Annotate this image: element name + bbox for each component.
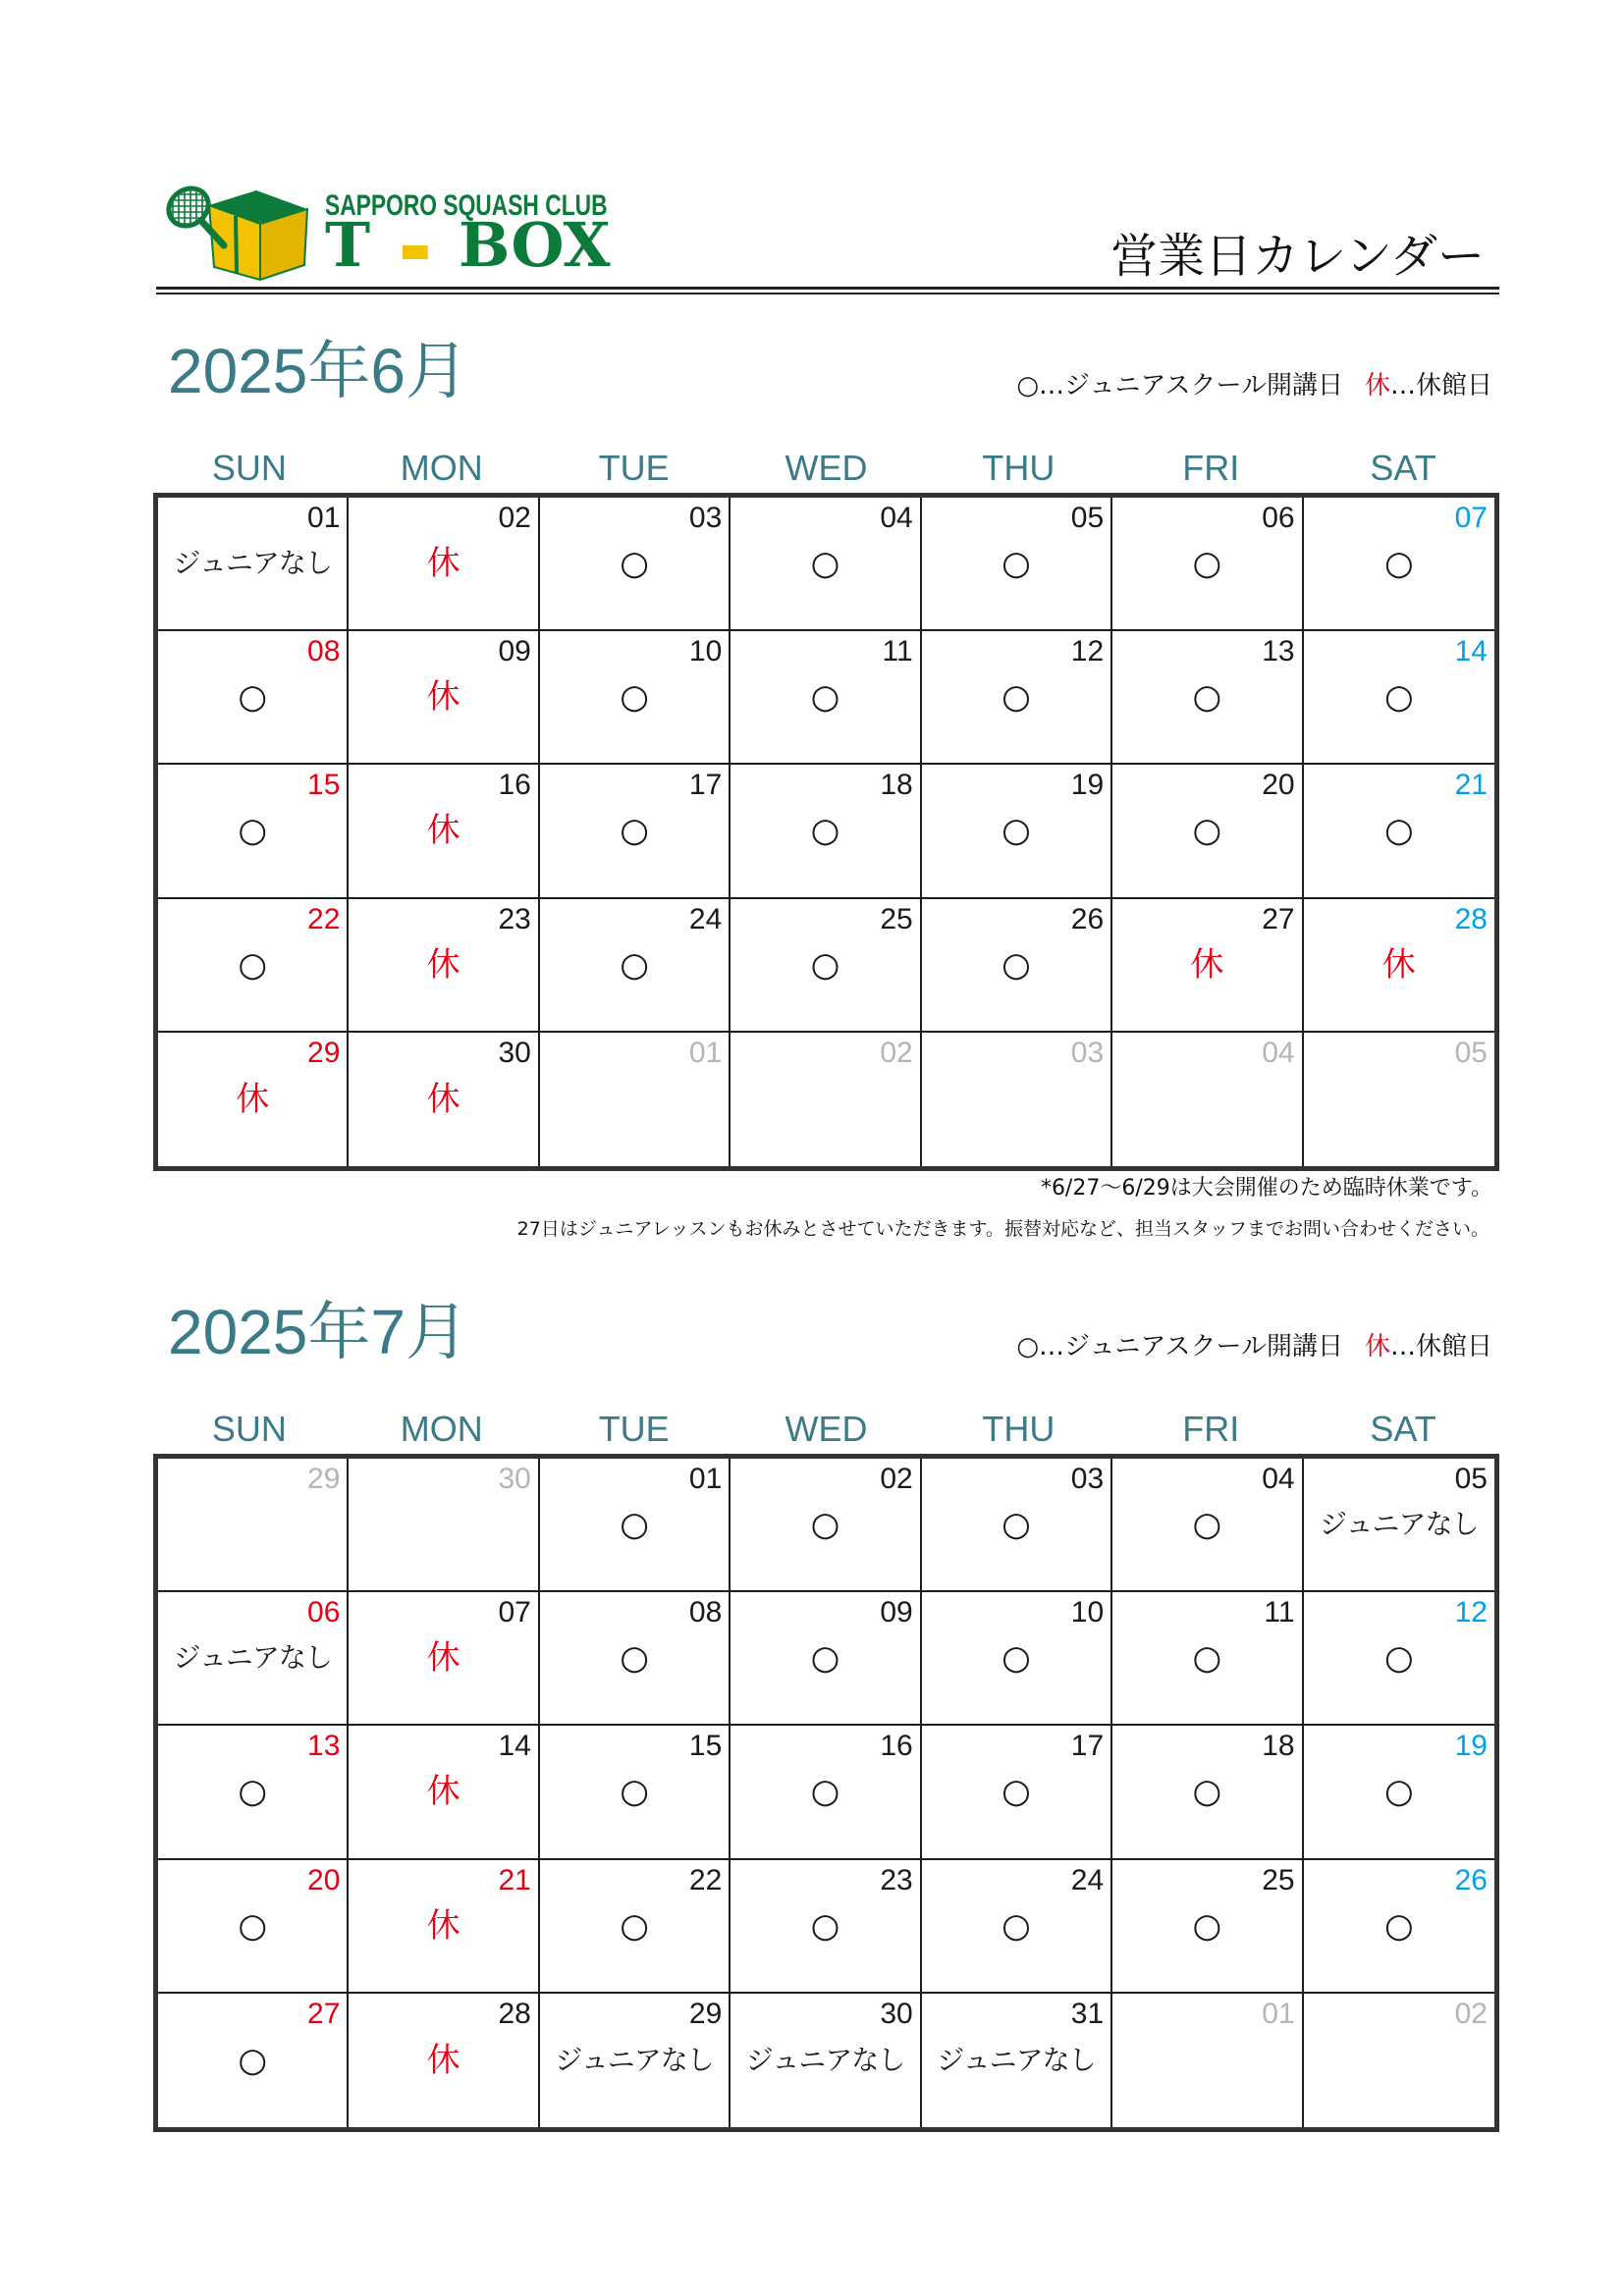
junior-school-open-mark: ○ bbox=[810, 544, 840, 584]
junior-school-open-mark: ○ bbox=[1001, 1505, 1031, 1545]
junior-school-open-mark: ○ bbox=[810, 944, 840, 985]
weekday-mon: MON bbox=[400, 1409, 483, 1449]
day-number: 10 bbox=[688, 635, 723, 668]
junior-school-open-mark: ○ bbox=[1192, 1772, 1222, 1812]
day-number: 02 bbox=[498, 502, 531, 534]
day-number: 20 bbox=[1262, 769, 1295, 802]
day-cell bbox=[1304, 899, 1494, 1033]
logo-club-name: SAPPORO SQUASH CLUB bbox=[325, 189, 608, 222]
day-cell bbox=[731, 1726, 921, 1859]
junior-school-open-mark: ○ bbox=[238, 677, 268, 718]
day-cell bbox=[1112, 1726, 1303, 1859]
day-cell bbox=[922, 765, 1112, 898]
month-calendar-july bbox=[0, 1297, 1624, 2204]
legend-open-symbol: ○ bbox=[1016, 371, 1040, 400]
junior-school-open-mark: ○ bbox=[238, 944, 268, 985]
junior-school-open-mark: ○ bbox=[620, 544, 649, 584]
closed-day-mark: 休 bbox=[426, 1772, 460, 1812]
day-cell bbox=[158, 1459, 349, 1592]
day-number: 27 bbox=[1262, 902, 1295, 935]
box-band bbox=[236, 216, 237, 274]
day-number: 03 bbox=[688, 502, 723, 534]
day-number: 22 bbox=[307, 902, 341, 935]
day-cell bbox=[1112, 899, 1303, 1033]
junior-school-open-mark: ○ bbox=[1192, 1905, 1222, 1946]
day-number: 08 bbox=[307, 635, 341, 668]
squash-racket-box-icon bbox=[157, 181, 310, 281]
junior-school-open-mark: ○ bbox=[620, 944, 649, 985]
day-cell bbox=[922, 1592, 1112, 1726]
day-number: 02 bbox=[880, 1463, 913, 1495]
day-cell bbox=[349, 1726, 539, 1859]
day-number: 30 bbox=[880, 1997, 913, 2030]
day-cell bbox=[922, 1726, 1112, 1859]
junior-school-open-mark: ○ bbox=[238, 1772, 268, 1812]
day-cell bbox=[922, 1459, 1112, 1592]
day-cell bbox=[1304, 498, 1494, 631]
closed-day-mark: 休 bbox=[426, 1905, 460, 1946]
day-cell bbox=[158, 899, 349, 1033]
day-number: 24 bbox=[1070, 1863, 1105, 1896]
no-junior-lesson-label: ジュニアなし bbox=[173, 547, 332, 580]
weekday-tue: TUE bbox=[598, 1409, 670, 1449]
no-junior-lesson-label: ジュニアなし bbox=[937, 2043, 1096, 2076]
day-number: 01 bbox=[1262, 1997, 1295, 2030]
day-number: 04 bbox=[1262, 1463, 1295, 1495]
day-number: 05 bbox=[1454, 1463, 1488, 1495]
day-cell bbox=[349, 1994, 539, 2127]
legend-closed-symbol: 休 bbox=[1364, 371, 1390, 400]
weekday-sat: SAT bbox=[1370, 1409, 1436, 1449]
day-cell bbox=[1112, 765, 1303, 898]
day-number: 11 bbox=[882, 635, 913, 668]
closed-day-mark: 休 bbox=[236, 1079, 270, 1119]
day-number: 16 bbox=[880, 1730, 913, 1763]
day-cell bbox=[540, 899, 731, 1033]
day-number: 02 bbox=[880, 1036, 913, 1069]
junior-school-open-mark: ○ bbox=[620, 1905, 649, 1946]
day-cell bbox=[731, 1459, 921, 1592]
day-cell bbox=[922, 1033, 1112, 1166]
day-number: 23 bbox=[880, 1863, 913, 1896]
weekday-header-row bbox=[153, 1409, 1499, 1449]
closed-day-mark: 休 bbox=[426, 944, 460, 985]
legend bbox=[1016, 373, 1492, 399]
no-junior-lesson-label: ジュニアなし bbox=[555, 2043, 714, 2076]
day-cell bbox=[540, 1994, 731, 2127]
day-cell bbox=[349, 765, 539, 898]
legend-closed-text: …休館日 bbox=[1389, 371, 1492, 400]
day-cell bbox=[1112, 1459, 1303, 1592]
junior-school-open-mark: ○ bbox=[620, 677, 649, 718]
day-number: 29 bbox=[688, 1997, 723, 2030]
junior-school-open-mark: ○ bbox=[1383, 1638, 1414, 1679]
day-number: 06 bbox=[1262, 502, 1295, 534]
day-cell bbox=[1112, 631, 1303, 765]
closed-day-mark: 休 bbox=[426, 677, 460, 718]
junior-school-open-mark: ○ bbox=[1383, 1772, 1414, 1812]
day-cell bbox=[731, 765, 921, 898]
junior-school-open-mark: ○ bbox=[1192, 544, 1222, 584]
day-cell bbox=[158, 1033, 349, 1166]
day-number: 21 bbox=[498, 1863, 531, 1896]
day-cell bbox=[1304, 1459, 1494, 1592]
weekday-sun: SUN bbox=[211, 448, 287, 488]
day-number: 10 bbox=[1070, 1596, 1105, 1629]
closed-day-mark: 休 bbox=[426, 544, 460, 584]
day-cell bbox=[540, 1033, 731, 1166]
day-number: 02 bbox=[1454, 1997, 1488, 2030]
day-number: 03 bbox=[1070, 1463, 1105, 1495]
calendar-grid bbox=[153, 493, 1499, 1171]
day-number: 17 bbox=[688, 769, 723, 802]
weekday-thu: THU bbox=[982, 448, 1056, 488]
junior-school-open-mark: ○ bbox=[620, 811, 649, 851]
day-number: 29 bbox=[307, 1036, 341, 1069]
closed-day-mark: 休 bbox=[1190, 944, 1224, 985]
calendar-grid bbox=[153, 1454, 1499, 2132]
day-cell bbox=[540, 765, 731, 898]
day-number: 18 bbox=[1262, 1730, 1295, 1763]
page-title: 営業日カレンダー bbox=[1110, 229, 1485, 284]
day-cell bbox=[922, 631, 1112, 765]
day-number: 23 bbox=[498, 902, 531, 935]
day-number: 16 bbox=[498, 769, 531, 802]
day-number: 20 bbox=[307, 1863, 341, 1896]
junior-school-open-mark: ○ bbox=[810, 811, 840, 851]
day-number: 06 bbox=[307, 1596, 341, 1629]
junior-school-open-mark: ○ bbox=[810, 1638, 840, 1679]
day-cell bbox=[349, 1033, 539, 1166]
closed-day-mark: 休 bbox=[426, 811, 460, 851]
day-cell bbox=[922, 1860, 1112, 1994]
day-number: 25 bbox=[880, 902, 913, 935]
legend-closed-symbol: 休 bbox=[1364, 1332, 1390, 1362]
day-number: 17 bbox=[1070, 1730, 1105, 1763]
day-number: 04 bbox=[1262, 1036, 1295, 1069]
weekday-fri: FRI bbox=[1182, 1409, 1240, 1449]
day-cell bbox=[158, 498, 349, 631]
day-cell bbox=[349, 1459, 539, 1592]
junior-school-open-mark: ○ bbox=[810, 677, 840, 718]
weekday-wed: WED bbox=[785, 1409, 868, 1449]
day-cell bbox=[731, 498, 921, 631]
day-number: 21 bbox=[1454, 769, 1488, 802]
day-cell bbox=[158, 1726, 349, 1859]
junior-school-open-mark: ○ bbox=[810, 1505, 840, 1545]
day-cell bbox=[158, 631, 349, 765]
day-number: 07 bbox=[498, 1596, 531, 1629]
day-cell bbox=[540, 1459, 731, 1592]
day-number: 15 bbox=[307, 769, 341, 802]
weekday-mon: MON bbox=[400, 448, 483, 488]
day-number: 03 bbox=[1070, 1036, 1105, 1069]
day-cell bbox=[158, 1592, 349, 1726]
day-cell bbox=[731, 1592, 921, 1726]
day-cell bbox=[540, 1860, 731, 1994]
day-cell bbox=[731, 1033, 921, 1166]
day-cell bbox=[158, 1994, 349, 2127]
day-number: 01 bbox=[688, 1463, 723, 1495]
day-number: 13 bbox=[1262, 635, 1295, 668]
day-number: 31 bbox=[1070, 1997, 1105, 2030]
day-number: 27 bbox=[307, 1997, 341, 2030]
weekday-thu: THU bbox=[982, 1409, 1056, 1449]
day-cell bbox=[540, 498, 731, 631]
day-cell bbox=[540, 1592, 731, 1726]
day-number: 25 bbox=[1262, 1863, 1295, 1896]
day-number: 24 bbox=[688, 902, 723, 935]
day-cell bbox=[1304, 1994, 1494, 2127]
day-number: 26 bbox=[1070, 902, 1105, 935]
day-cell bbox=[1304, 1860, 1494, 1994]
junior-school-open-mark: ○ bbox=[1001, 811, 1031, 851]
day-number: 29 bbox=[307, 1463, 341, 1495]
day-cell bbox=[1112, 498, 1303, 631]
junior-school-open-mark: ○ bbox=[1192, 1638, 1222, 1679]
day-number: 26 bbox=[1454, 1863, 1488, 1896]
day-cell bbox=[349, 1860, 539, 1994]
day-number: 28 bbox=[498, 1997, 531, 2030]
junior-school-open-mark: ○ bbox=[1192, 811, 1222, 851]
calendar-note: 27日はジュニアレッスンもお休みとさせていただきます。振替対応など、担当スタッフまでお問い合わせください。 bbox=[516, 1218, 1489, 1240]
closed-day-mark: 休 bbox=[1381, 944, 1416, 985]
day-cell bbox=[349, 899, 539, 1033]
day-number: 09 bbox=[498, 635, 531, 668]
day-number: 19 bbox=[1070, 769, 1105, 802]
day-cell bbox=[158, 765, 349, 898]
day-number: 30 bbox=[498, 1463, 531, 1495]
junior-school-open-mark: ○ bbox=[620, 1638, 649, 1679]
day-number: 11 bbox=[1264, 1596, 1295, 1629]
closed-day-mark: 休 bbox=[426, 1079, 460, 1119]
day-number: 30 bbox=[498, 1036, 531, 1069]
day-cell bbox=[1304, 765, 1494, 898]
no-junior-lesson-label: ジュニアなし bbox=[173, 1641, 332, 1675]
day-number: 15 bbox=[688, 1730, 723, 1763]
junior-school-open-mark: ○ bbox=[620, 1772, 649, 1812]
legend-open-symbol: ○ bbox=[1016, 1332, 1040, 1362]
day-number: 19 bbox=[1454, 1730, 1488, 1763]
day-number: 28 bbox=[1454, 902, 1488, 935]
junior-school-open-mark: ○ bbox=[1001, 1905, 1031, 1946]
logo-brand-box: BOX bbox=[459, 209, 611, 281]
weekday-sat: SAT bbox=[1370, 448, 1436, 488]
day-cell bbox=[1112, 1033, 1303, 1166]
day-number: 12 bbox=[1070, 635, 1105, 668]
day-number: 08 bbox=[688, 1596, 723, 1629]
day-cell bbox=[1112, 1592, 1303, 1726]
day-cell bbox=[731, 1994, 921, 2127]
weekday-tue: TUE bbox=[598, 448, 670, 488]
weekday-fri: FRI bbox=[1182, 448, 1240, 488]
junior-school-open-mark: ○ bbox=[810, 1772, 840, 1812]
day-cell bbox=[1112, 1860, 1303, 1994]
legend-open-text: …ジュニアスクール開講日 bbox=[1039, 1332, 1343, 1362]
day-cell bbox=[540, 1726, 731, 1859]
weekday-header-row bbox=[153, 448, 1499, 488]
no-junior-lesson-label: ジュニアなし bbox=[1320, 1508, 1479, 1541]
day-number: 14 bbox=[1454, 635, 1488, 668]
junior-school-open-mark: ○ bbox=[238, 811, 268, 851]
junior-school-open-mark: ○ bbox=[620, 1505, 649, 1545]
day-cell bbox=[349, 498, 539, 631]
junior-school-open-mark: ○ bbox=[1383, 1905, 1414, 1946]
day-number: 09 bbox=[880, 1596, 913, 1629]
day-cell bbox=[922, 899, 1112, 1033]
weekday-wed: WED bbox=[785, 448, 868, 488]
day-cell bbox=[922, 498, 1112, 631]
logo-brand-dash: - bbox=[398, 184, 433, 306]
day-number: 22 bbox=[688, 1863, 723, 1896]
junior-school-open-mark: ○ bbox=[238, 2040, 268, 2080]
junior-school-open-mark: ○ bbox=[810, 1905, 840, 1946]
day-number: 14 bbox=[498, 1730, 531, 1763]
day-cell bbox=[1304, 1726, 1494, 1859]
day-number: 01 bbox=[688, 1036, 723, 1069]
logo-brand-t: T bbox=[325, 209, 371, 281]
day-cell bbox=[731, 1860, 921, 1994]
legend-open-text: …ジュニアスクール開講日 bbox=[1039, 371, 1343, 400]
junior-school-open-mark: ○ bbox=[1192, 677, 1222, 718]
day-cell bbox=[1112, 1994, 1303, 2127]
legend-closed-text: …休館日 bbox=[1389, 1332, 1492, 1362]
legend bbox=[1016, 1334, 1492, 1360]
junior-school-open-mark: ○ bbox=[1001, 1772, 1031, 1812]
day-cell bbox=[349, 631, 539, 765]
closed-day-mark: 休 bbox=[426, 2040, 460, 2080]
day-cell bbox=[1304, 631, 1494, 765]
month-title: 2025年6月 bbox=[168, 336, 468, 406]
day-number: 05 bbox=[1454, 1036, 1488, 1069]
day-number: 13 bbox=[307, 1730, 341, 1763]
month-calendar-june bbox=[0, 336, 1624, 1243]
junior-school-open-mark: ○ bbox=[1001, 677, 1031, 718]
junior-school-open-mark: ○ bbox=[1192, 1505, 1222, 1545]
day-cell bbox=[1304, 1592, 1494, 1726]
junior-school-open-mark: ○ bbox=[1001, 944, 1031, 985]
closed-day-mark: 休 bbox=[426, 1638, 460, 1679]
junior-school-open-mark: ○ bbox=[1383, 811, 1414, 851]
day-number: 07 bbox=[1454, 502, 1488, 534]
day-cell bbox=[1304, 1033, 1494, 1166]
day-number: 05 bbox=[1070, 502, 1105, 534]
day-cell bbox=[158, 1860, 349, 1994]
day-number: 12 bbox=[1454, 1596, 1488, 1629]
no-junior-lesson-label: ジュニアなし bbox=[745, 2043, 905, 2076]
day-number: 01 bbox=[307, 502, 341, 534]
header-divider bbox=[156, 287, 1499, 294]
junior-school-open-mark: ○ bbox=[1001, 544, 1031, 584]
day-cell bbox=[922, 1994, 1112, 2127]
junior-school-open-mark: ○ bbox=[1383, 544, 1414, 584]
month-title: 2025年7月 bbox=[168, 1297, 468, 1367]
junior-school-open-mark: ○ bbox=[1383, 677, 1414, 718]
day-cell bbox=[731, 899, 921, 1033]
calendar-note: *6/27～6/29は大会開催のため臨時休業です。 bbox=[1040, 1176, 1492, 1201]
junior-school-open-mark: ○ bbox=[238, 1905, 268, 1946]
day-number: 04 bbox=[880, 502, 913, 534]
day-cell bbox=[349, 1592, 539, 1726]
day-cell bbox=[731, 631, 921, 765]
day-cell bbox=[540, 631, 731, 765]
weekday-sun: SUN bbox=[211, 1409, 287, 1449]
junior-school-open-mark: ○ bbox=[1001, 1638, 1031, 1679]
day-number: 18 bbox=[880, 769, 913, 802]
